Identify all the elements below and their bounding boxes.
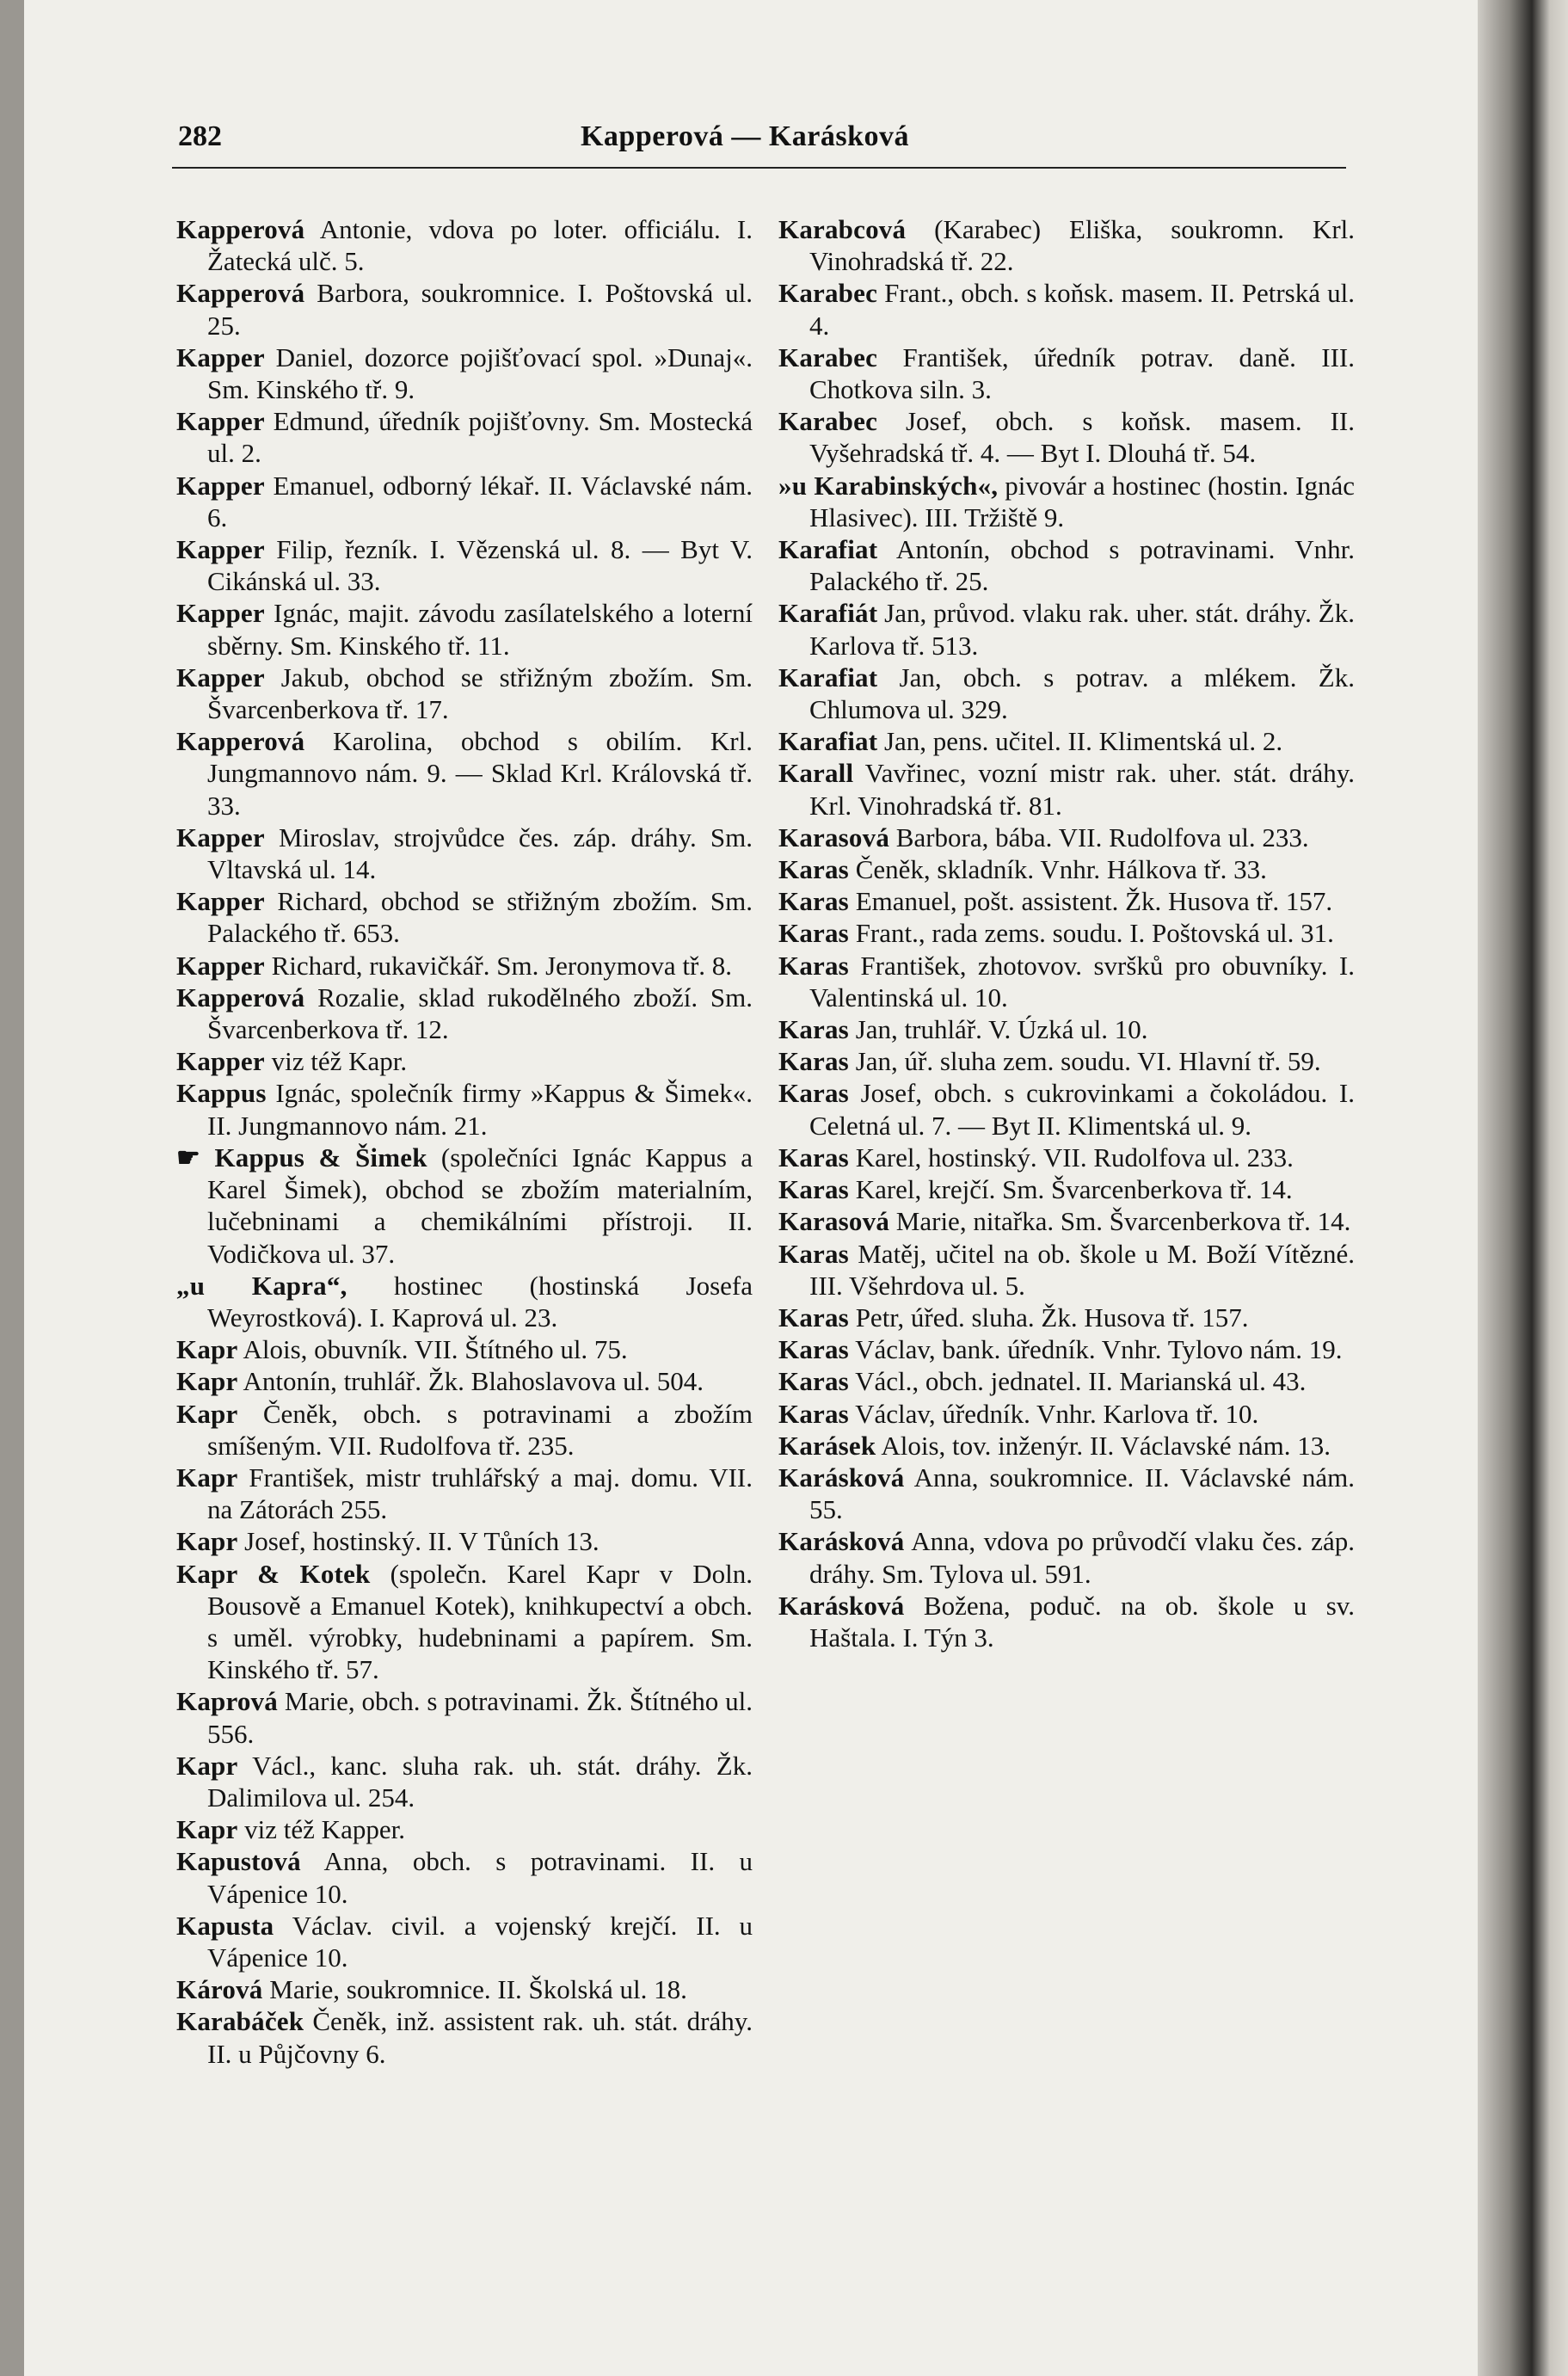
entry-details: Václ., kanc. sluha rak. uh. stát. dráhy. Žk. Dalimilova ul. 254. (207, 1750, 753, 1813)
directory-entry (176, 1045, 753, 1077)
entry-name: Karasová (778, 1206, 890, 1237)
entry-name: Karabec (778, 342, 878, 372)
entry-name: Kapr (176, 1526, 238, 1557)
entry-name: Kapr (176, 1366, 238, 1397)
directory-entry (176, 982, 753, 1045)
entry-details: Karolina, obchod s obilím. Krl. Jungmannovo nám. 9. — Sklad Krl. Královská tř. 33. (207, 726, 753, 821)
entry-name: Kapper (176, 822, 265, 853)
entry-name: Karafiát (778, 598, 878, 629)
directory-entry (176, 1558, 753, 1686)
directory-entry (778, 1142, 1355, 1173)
directory-entry (176, 1077, 753, 1141)
directory-entry (778, 725, 1355, 757)
directory-entry (176, 1813, 753, 1845)
directory-entry (778, 885, 1355, 917)
directory-entry (176, 1462, 753, 1525)
entry-name: Karas (778, 886, 849, 917)
directory-entry (778, 1430, 1355, 1462)
entry-details: František, mistr truhlářský a maj. domu. VII. na Zátorách 255. (207, 1462, 753, 1525)
entry-details: Vavřinec, vozní mistr rak. uher. stát. dráhy. Krl. Vinohradská tř. 81. (809, 758, 1355, 821)
entry-name: Karabec (778, 406, 878, 437)
entry-details: Richard, obchod se střižným zbožím. Sm. Palackého tř. 653. (207, 886, 753, 949)
entry-details: Frant., rada zems. soudu. I. Poštovská ul. 31. (848, 918, 1334, 949)
entry-details: Ignác, společník firmy »Kappus & Šimek«. II. Jungmannovo nám. 21. (207, 1078, 753, 1141)
entry-name: „u Kapra“, (176, 1270, 347, 1301)
directory-entry (778, 1525, 1355, 1589)
entry-details: Edmund, úředník pojišťovny. Sm. Mostecká ul. 2. (207, 406, 753, 469)
entry-details: Václav, bank. úředník. Vnhr. Tylovo nám. 19. (848, 1334, 1343, 1365)
entry-name: Karas (778, 918, 849, 949)
directory-entry (176, 277, 753, 341)
page-number: 282 (178, 120, 222, 152)
entry-details: Čeněk, obch. s potravinami a zbožím smíšeným. VII. Rudolfova tř. 235. (207, 1398, 753, 1461)
directory-entry (176, 533, 753, 597)
entry-details: Jakub, obchod se střižným zbožím. Sm. Švarcenberkova tř. 17. (207, 662, 753, 725)
running-head: Kapperová — Karásková (580, 120, 909, 152)
entry-details: Václ., obch. jednatel. II. Marianská ul. 43. (848, 1366, 1307, 1397)
entry-name: Kapper (176, 950, 265, 981)
page-header (148, 120, 1342, 160)
entry-details: Richard, rukavičkář. Sm. Jeronymova tř. 8. (264, 950, 733, 981)
entry-name: Karásková (778, 1526, 905, 1557)
entry-name: Kapper (176, 598, 265, 629)
entry-details: Karel, hostinský. VII. Rudolfova ul. 233. (848, 1142, 1294, 1173)
entry-name: Kapr (176, 1462, 238, 1493)
entry-details: hostinec (hostinská Josefa Weyrostková). I. Kaprová ul. 23. (207, 1270, 753, 1333)
directory-entry (778, 662, 1355, 725)
directory-entry (778, 1398, 1355, 1430)
entry-name: Karabec (778, 278, 878, 309)
left-column (176, 213, 753, 2338)
entry-details: Antonín, truhlář. Žk. Blahoslavova ul. 504. (237, 1366, 704, 1397)
directory-entry (176, 822, 753, 885)
entry-details: (Karabec) Eliška, soukromn. Krl. Vinohradská tř. 22. (809, 214, 1355, 277)
entry-details: Václav, úředník. Vnhr. Karlova tř. 10. (848, 1398, 1259, 1429)
directory-entry (778, 533, 1355, 597)
entry-name: Karabáček (176, 2006, 304, 2037)
directory-entry (176, 1365, 753, 1397)
entry-details: viz též Kapr. (264, 1046, 408, 1077)
entry-name: Kapustová (176, 1846, 301, 1877)
directory-entry (176, 342, 753, 405)
entry-details: pivovár a hostinec (hostin. Ignác Hlasivec). III. Tržiště 9. (809, 470, 1355, 532)
directory-entry (778, 597, 1355, 661)
directory-entry (778, 822, 1355, 853)
entry-details: Anna, vdova po průvodčí vlaku čes. záp. dráhy. Sm. Tylova ul. 591. (809, 1526, 1355, 1589)
directory-entry (176, 213, 753, 277)
directory-entry (176, 470, 753, 533)
entry-details: Anna, obch. s potravinami. II. u Vápenice 10. (207, 1846, 753, 1909)
directory-entry (778, 1302, 1355, 1333)
entry-details: Karel, krejčí. Sm. Švarcenberkova tř. 14. (848, 1174, 1293, 1205)
entry-details: Alois, tov. inženýr. II. Václavské nám. 13. (876, 1430, 1331, 1461)
entry-name: Karas (778, 1078, 849, 1109)
entry-name: Kappus (176, 1078, 267, 1109)
directory-entry (778, 757, 1355, 821)
entry-details: Rozalie, sklad rukodělného zboží. Sm. Švarcenberkova tř. 12. (207, 982, 753, 1045)
directory-entry (176, 950, 753, 982)
entry-name: Karafiat (778, 534, 878, 565)
directory-entry (176, 662, 753, 725)
entry-name: Karas (778, 1014, 849, 1045)
directory-entry (176, 1333, 753, 1365)
entry-details: Jan, obch. s potrav. a mlékem. Žk. Chlumova ul. 329. (809, 662, 1355, 725)
directory-entry (778, 277, 1355, 341)
entry-details: Frant., obch. s koňsk. masem. II. Petrská ul. 4. (809, 278, 1355, 341)
entry-name: Karásek (778, 1430, 876, 1461)
directory-entry (176, 1750, 753, 1813)
entry-name: Kárová (176, 1974, 263, 2005)
entry-name: Kapr & Kotek (176, 1558, 371, 1589)
entry-details: Antonie, vdova po loter. officiálu. I. Žatecká ulč. 5. (207, 214, 753, 277)
entry-details: Josef, obch. s cukrovinkami a čokoládou. I. Celetná ul. 7. — Byt II. Klimentská ul. 9. (809, 1078, 1355, 1141)
entry-name: Kapperová (176, 982, 305, 1013)
entry-name: Kapper (176, 342, 265, 372)
entry-name: Karas (778, 1302, 849, 1333)
directory-entry (778, 213, 1355, 277)
entry-name: Kapr (176, 1750, 238, 1781)
directory-entry (176, 2005, 753, 2069)
entry-details: Marie, obch. s potravinami. Žk. Štítného ul. 556. (207, 1686, 753, 1749)
entry-details: Petr, úřed. sluha. Žk. Husova tř. 157. (848, 1302, 1249, 1333)
entry-name: Karas (778, 1174, 849, 1205)
directory-entry (778, 950, 1355, 1013)
entry-details: Jan, truhlář. V. Úzká ul. 10. (848, 1014, 1148, 1045)
entry-name: Karas (778, 1238, 849, 1269)
entry-name: ☛ Kappus & Šimek (176, 1142, 427, 1173)
entry-details: Marie, soukromnice. II. Školská ul. 18. (262, 1974, 687, 2005)
entry-name: Karas (778, 1366, 849, 1397)
entry-details: Jan, úř. sluha zem. soudu. VI. Hlavní tř. 59. (848, 1046, 1321, 1077)
directory-entry (176, 405, 753, 469)
directory-entry (778, 470, 1355, 533)
directory-entry (176, 1270, 753, 1333)
entry-details: Josef, hostinský. II. V Tůních 13. (237, 1526, 600, 1557)
directory-entry (778, 917, 1355, 949)
directory-entry (778, 1365, 1355, 1397)
entry-details: Václav. civil. a vojenský krejčí. II. u Vápenice 10. (207, 1910, 753, 1973)
entry-details: Emanuel, odborný lékař. II. Václavské nám. 6. (207, 470, 753, 532)
entry-details: Barbora, bába. VII. Rudolfova ul. 233. (889, 822, 1309, 853)
directory-entry (778, 1462, 1355, 1525)
entry-name: »u Karabinských«, (778, 470, 999, 501)
directory-entry (176, 1398, 753, 1462)
directory-entry (778, 853, 1355, 885)
entry-name: Kapr (176, 1334, 238, 1365)
entry-details: Anna, soukromnice. II. Václavské nám. 55. (809, 1462, 1355, 1525)
entry-details: Daniel, dozorce pojišťovací spol. »Dunaj«. Sm. Kinského tř. 9. (207, 342, 753, 405)
entry-name: Kapper (176, 662, 265, 692)
entry-details: Jan, pens. učitel. II. Klimentská ul. 2. (877, 726, 1283, 757)
entry-details: viz též Kapper. (237, 1814, 405, 1845)
entry-details: Josef, obch. s koňsk. masem. II. Vyšehradská tř. 4. — Byt I. Dlouhá tř. 54. (809, 406, 1355, 469)
entry-name: Kapper (176, 1046, 265, 1077)
entry-name: Karas (778, 1398, 849, 1429)
entry-name: Karafiat (778, 726, 878, 757)
entry-details: Barbora, soukromnice. I. Poštovská ul. 25. (207, 278, 753, 341)
entry-name: Karas (778, 1142, 849, 1173)
entry-name: Kaprová (176, 1686, 278, 1717)
entry-name: Kapperová (176, 214, 305, 244)
entry-name: Karabcová (778, 214, 907, 244)
right-column (778, 213, 1355, 2338)
entry-name: Kapper (176, 886, 265, 917)
entry-details: Marie, nitařka. Sm. Švarcenberkova tř. 14. (889, 1206, 1351, 1237)
entry-details: Filip, řezník. I. Vězenská ul. 8. — Byt V. Cikánská ul. 33. (207, 534, 753, 597)
entry-details: Ignác, majit. závodu zasílatelského a loterní sběrny. Sm. Kinského tř. 11. (207, 598, 753, 661)
entry-details: Antonín, obchod s potravinami. Vnhr. Palackého tř. 25. (809, 534, 1355, 597)
entry-name: Kapr (176, 1814, 238, 1845)
entry-details: Čeněk, skladník. Vnhr. Hálkova tř. 33. (848, 854, 1267, 885)
entry-name: Kapr (176, 1398, 238, 1429)
directory-entry (176, 1845, 753, 1909)
directory-entry (176, 597, 753, 661)
header-rule (172, 167, 1346, 169)
entry-details: (společn. Karel Kapr v Doln. Bousově a Emanuel Kotek), knihkupectví a obch. s uměl. výrobky, hudebninami a papírem. Sm. Kinského tř. 57. (207, 1558, 753, 1685)
directory-entry (176, 725, 753, 822)
entry-details: Čeněk, inž. assistent rak. uh. stát. dráhy. II. u Půjčovny 6. (207, 2006, 753, 2069)
entry-details: Matěj, učitel na ob. škole u M. Boží Vítězné. III. Všehrdova ul. 5. (809, 1238, 1355, 1301)
entry-details: František, zhotovov. svršků pro obuvníky. I. Valentinská ul. 10. (809, 950, 1355, 1013)
entry-name: Karas (778, 854, 849, 885)
entry-name: Karasová (778, 822, 890, 853)
entry-details: Jan, průvod. vlaku rak. uher. stát. dráhy. Žk. Karlova tř. 513. (809, 598, 1355, 661)
entry-details: Miroslav, strojvůdce čes. záp. dráhy. Sm. Vltavská ul. 14. (207, 822, 753, 885)
directory-entry (778, 1045, 1355, 1077)
entry-name: Karall (778, 758, 854, 789)
directory-entry (176, 1525, 753, 1557)
directory-entry (778, 342, 1355, 405)
entry-name: Karásková (778, 1590, 905, 1621)
entry-name: Kapper (176, 470, 265, 501)
entry-details: Božena, poduč. na ob. škole u sv. Haštala. I. Týn 3. (809, 1590, 1355, 1653)
directory-entry (778, 405, 1355, 469)
directory-entry (778, 1205, 1355, 1237)
entry-details: František, úředník potrav. daně. III. Chotkova siln. 3. (809, 342, 1355, 405)
directory-entry (176, 1973, 753, 2005)
directory-entry (778, 1333, 1355, 1365)
entry-name: Karafiat (778, 662, 878, 692)
directory-entry (778, 1013, 1355, 1045)
entry-name: Karas (778, 950, 849, 981)
book-gutter (1478, 0, 1568, 2376)
entry-name: Kapperová (176, 278, 305, 309)
directory-entry (778, 1077, 1355, 1141)
entry-name: Karas (778, 1046, 849, 1077)
directory-entry (778, 1173, 1355, 1205)
entry-name: Karásková (778, 1462, 905, 1493)
entry-details: Alois, obuvník. VII. Štítného ul. 75. (237, 1334, 628, 1365)
directory-entry (176, 885, 753, 949)
directory-entry (778, 1238, 1355, 1302)
entry-name: Kapperová (176, 726, 305, 757)
directory-entry (778, 1590, 1355, 1653)
entry-name: Karas (778, 1334, 849, 1365)
directory-entry (176, 1685, 753, 1749)
entry-details: Emanuel, pošt. assistent. Žk. Husova tř. 157. (848, 886, 1333, 917)
entry-name: Kapper (176, 534, 265, 565)
entry-name: Kapusta (176, 1910, 274, 1941)
entry-name: Kapper (176, 406, 265, 437)
entry-details: (společníci Ignác Kappus a Karel Šimek), obchod se zbožím materialním, lučebninami a chemikálními přístroji. II. Vodičkova ul. 37. (207, 1142, 753, 1269)
directory-entry (176, 1142, 753, 1270)
directory-entry (176, 1910, 753, 1973)
